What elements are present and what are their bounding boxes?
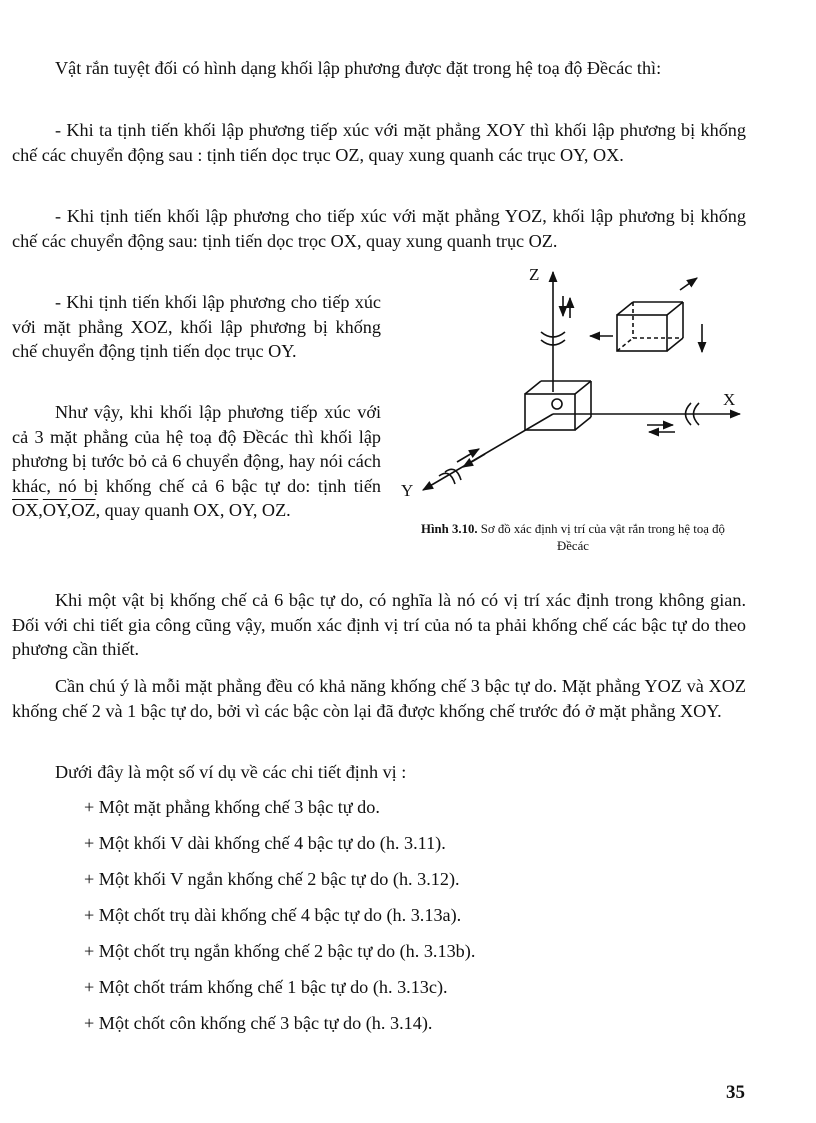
coordinate-system-diagram (395, 262, 745, 517)
vector-oz: $\overline{OZ}$ (71, 500, 96, 520)
figure-label: Hình 3.10. (421, 522, 478, 536)
six-degrees-tail: , quay quanh OX, OY, OZ. (95, 500, 291, 520)
list-item: + Một chốt trụ dài khống chế 4 bậc tự do (h. 3.13a). (84, 905, 462, 925)
vector-oy: $\overline{OY}$ (42, 500, 67, 520)
list-item: + Một mặt phẳng khống chế 3 bậc tự do. (84, 797, 380, 817)
list-item: + Một khối V ngắn khống chế 2 bậc tự do (h. 3.12). (84, 869, 460, 889)
figure-coordinate-diagram (395, 262, 745, 517)
paragraph-note: Cần chú ý là mỗi mặt phẳng đều có khả năng khống chế 3 bậc tự do. Mặt phẳng YOZ và XOZ khống chế 2 và 1 bậc tự do, bởi vì các bậc còn lại đã được khống chế trước đó ở mặt phẳng XOY. (12, 676, 746, 721)
cube-detached (617, 302, 683, 351)
y-axis (423, 414, 553, 490)
paragraph-six-degrees (12, 400, 381, 523)
six-degrees-text: Như vậy, khi khối lập phương tiếp xúc với cả 3 mặt phẳng của hệ toạ độ Đềcác thì khối lập phương bị tước bỏ cả 6 chuyển động, hay nói cách khác, nó bị khống chế cả 6 bậc tự do: tịnh tiến (12, 402, 381, 496)
paragraph-examples-intro: Dưới đây là một số ví dụ về các chi tiết định vị : (55, 762, 407, 782)
motion-arrow (680, 278, 697, 290)
axis-label-z: Z (529, 265, 540, 284)
cube-at-origin (525, 381, 591, 430)
paragraph-position: Khi một vật bị khống chế cả 6 bậc tự do, có nghĩa là nó có vị trí xác định trong không gian. Đối với chi tiết gia công cũng vậy, muốn xác định vị trí của nó ta phải khống chế các bậc tự do theo phương cần thiết. (12, 590, 746, 659)
figure-caption (408, 521, 738, 555)
list-item: + Một khối V dài khống chế 4 bậc tự do (h. 3.11). (84, 833, 446, 853)
axis-label-x: X (723, 390, 736, 409)
vector-separator: , (66, 500, 72, 520)
paragraph-yoz-plane: - Khi tịnh tiến khối lập phương cho tiếp xúc với mặt phẳng YOZ, khối lập phương bị khống chế các chuyển động sau: tịnh tiến dọc trọc OX, quay xung quanh trục OZ. (12, 206, 746, 251)
list-item: + Một chốt trụ ngắn khống chế 2 bậc tự do (h. 3.13b). (84, 941, 476, 961)
figure-caption-text: Sơ đồ xác định vị trí của vật rắn trong hệ toạ độ Đềcác (480, 522, 725, 553)
list-item: + Một chốt côn khống chế 3 bậc tự do (h. 3.14). (84, 1013, 433, 1033)
paragraph-intro: Vật rắn tuyệt đối có hình dạng khối lập phương được đặt trong hệ toạ độ Đềcác thì: (55, 58, 662, 78)
axis-label-y: Y (401, 481, 414, 500)
vector-separator: , (38, 500, 43, 520)
vector-ox: $\overline{OX}$ (12, 500, 39, 520)
paragraph-xoy-plane: - Khi ta tịnh tiến khối lập phương tiếp xúc với mặt phẳng XOY thì khối lập phương bị khống chế các chuyển động sau : tịnh tiến dọc trục OZ, quay xung quanh các trục OY, OX. (12, 120, 746, 165)
page-number: 35 (726, 1082, 745, 1103)
paragraph-xoz-plane: - Khi tịnh tiến khối lập phương cho tiếp xúc với mặt phẳng XOZ, khối lập phương bị khống chế chuyển động tịnh tiến dọc trục OY. (12, 292, 381, 361)
list-item: + Một chốt trám khống chế 1 bậc tự do (h. 3.13c). (84, 977, 448, 997)
